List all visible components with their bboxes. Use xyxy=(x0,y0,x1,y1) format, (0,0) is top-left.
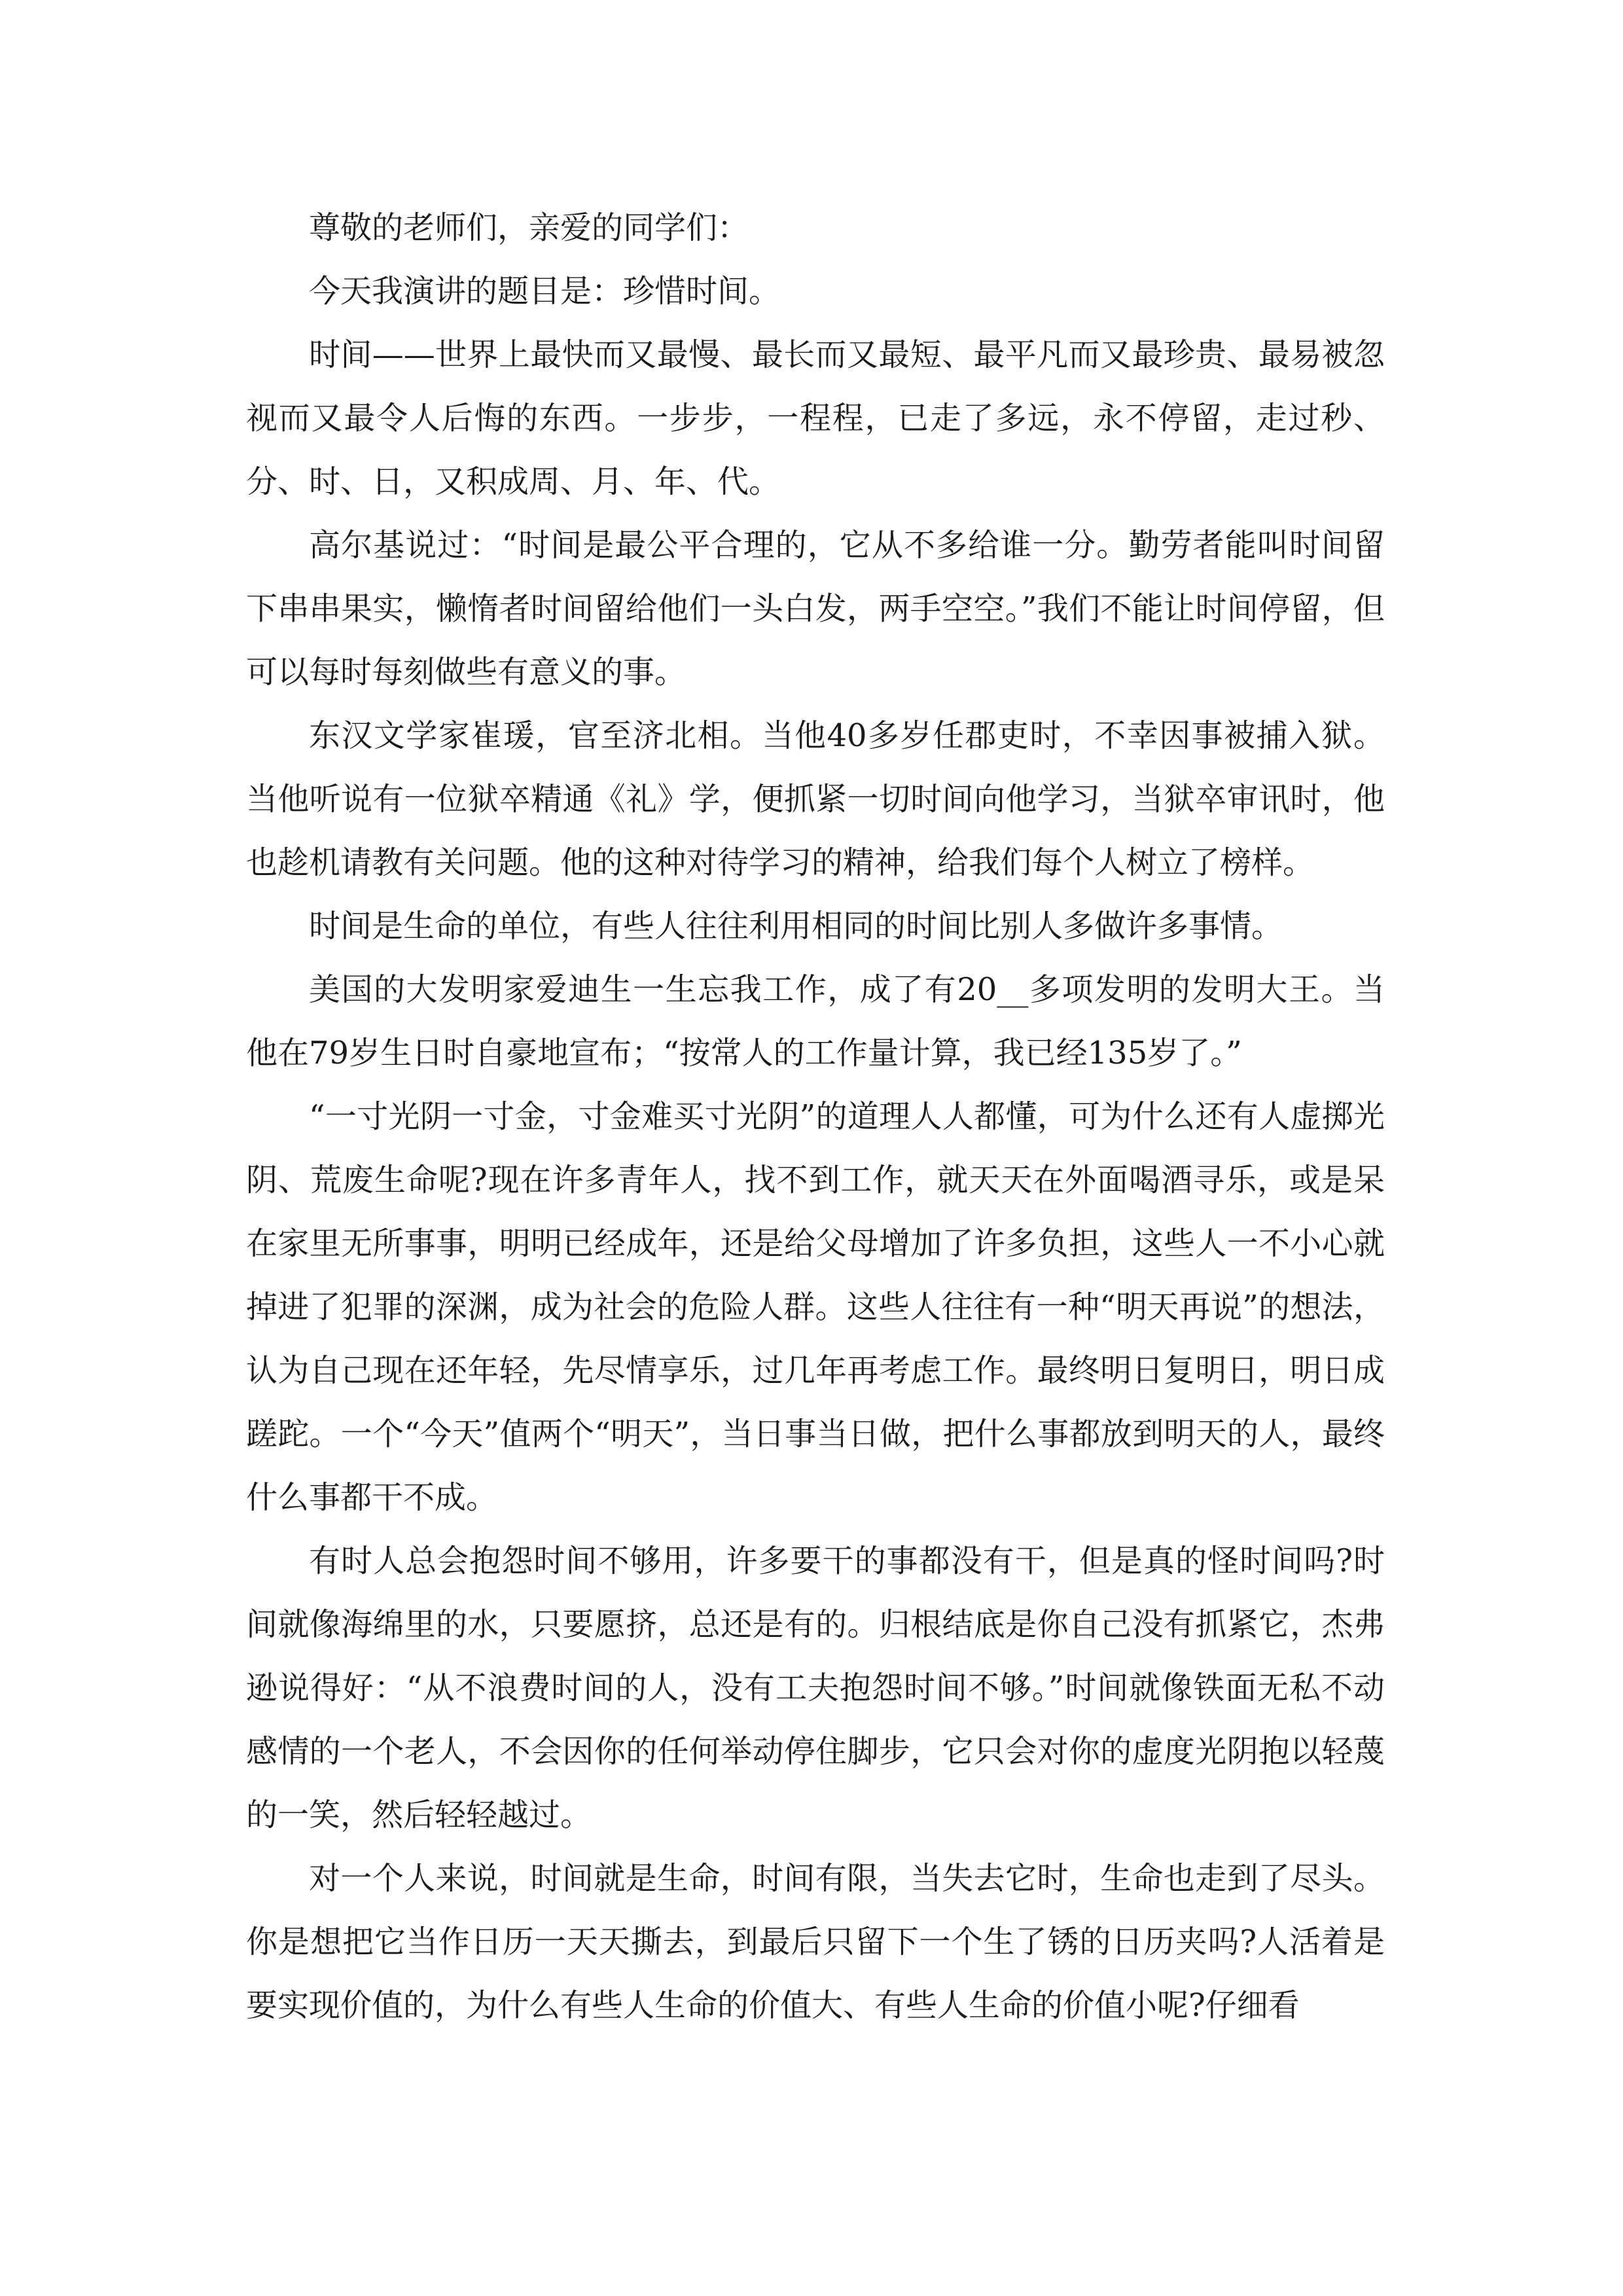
paragraph-cui-yuan: 东汉文学家崔瑗，官至济北相。当他40多岁任郡吏时，不幸因事被捕入狱。当他听说有一位狱卒精通《礼》学，便抓紧一切时间向他学习，当狱卒审讯时，他也趁机请教有关问题。他的这种对待学习的精神，给我们每个人树立了榜样。 xyxy=(246,717,1385,881)
paragraph-life-value: 对一个人来说，时间就是生命，时间有限，当失去它时，生命也走到了尽头。你是想把它当作日历一天天撕去，到最后只留下一个生了锈的日历夹吗?人活着是要实现价值的，为什么有些人生命的价值大、有些人生命的价值小呢?仔细看 xyxy=(246,1860,1385,2024)
paragraph-topic: 今天我演讲的题目是：珍惜时间。 xyxy=(309,273,781,310)
paragraph-life-unit: 时间是生命的单位，有些人往往利用相同的时间比别人多做许多事情。 xyxy=(309,908,1283,944)
paragraph-gorky-quote: 高尔基说过：“时间是最公平合理的，它从不多给谁一分。勤劳者能叫时间留下串串果实，懒惰者时间留给他们一头白发，两手空空。”我们不能让时间停留，但可以每时每刻做些有意义的事。 xyxy=(246,527,1385,691)
paragraph-greeting: 尊敬的老师们，亲爱的同学们： xyxy=(309,209,749,246)
speech-body xyxy=(246,196,1385,2037)
paragraph-complaints: 有时人总会抱怨时间不够用，许多要干的事都没有干，但是真的怪时间吗?时间就像海绵里的水，只要愿挤，总还是有的。归根结底是你自己没有抓紧它，杰弗逊说得好：“从不浪费时间的人，没有工夫抱怨时间不够。”时间就像铁面无私不动感情的一个老人，不会因你的任何举动停住脚步，它只会对你的虚度光阴抱以轻蔑的一笑，然后轻轻越过。 xyxy=(246,1543,1385,1833)
paragraph-proverb: “一寸光阴一寸金，寸金难买寸光阴”的道理人人都懂，可为什么还有人虚掷光阴、荒废生命呢?现在许多青年人，找不到工作，就天天在外面喝酒寻乐，或是呆在家里无所事事，明明已经成年，还是给父母增加了许多负担，这些人一不小心就掉进了犯罪的深渊，成为社会的危险人群。这些人往往有一种“明天再说”的想法，认为自己现在还年轻，先尽情享乐，过几年再考虑工作。最终明日复明日，明日成蹉跎。一个“今天”值两个“明天”，当日事当日做，把什么事都放到明天的人，最终什么事都干不成。 xyxy=(246,1098,1385,1516)
paragraph-edison: 美国的大发明家爱迪生一生忘我工作，成了有20__多项发明的发明大王。当他在79岁生日时自豪地宣布；“按常人的工作量计算，我已经135岁了。” xyxy=(246,971,1385,1071)
paragraph-time-definition: 时间——世界上最快而又最慢、最长而又最短、最平凡而又最珍贵、最易被忽视而又最令人后悔的东西。一步步，一程程，已走了多远，永不停留，走过秒、分、时、日，又积成周、月、年、代。 xyxy=(246,336,1385,500)
